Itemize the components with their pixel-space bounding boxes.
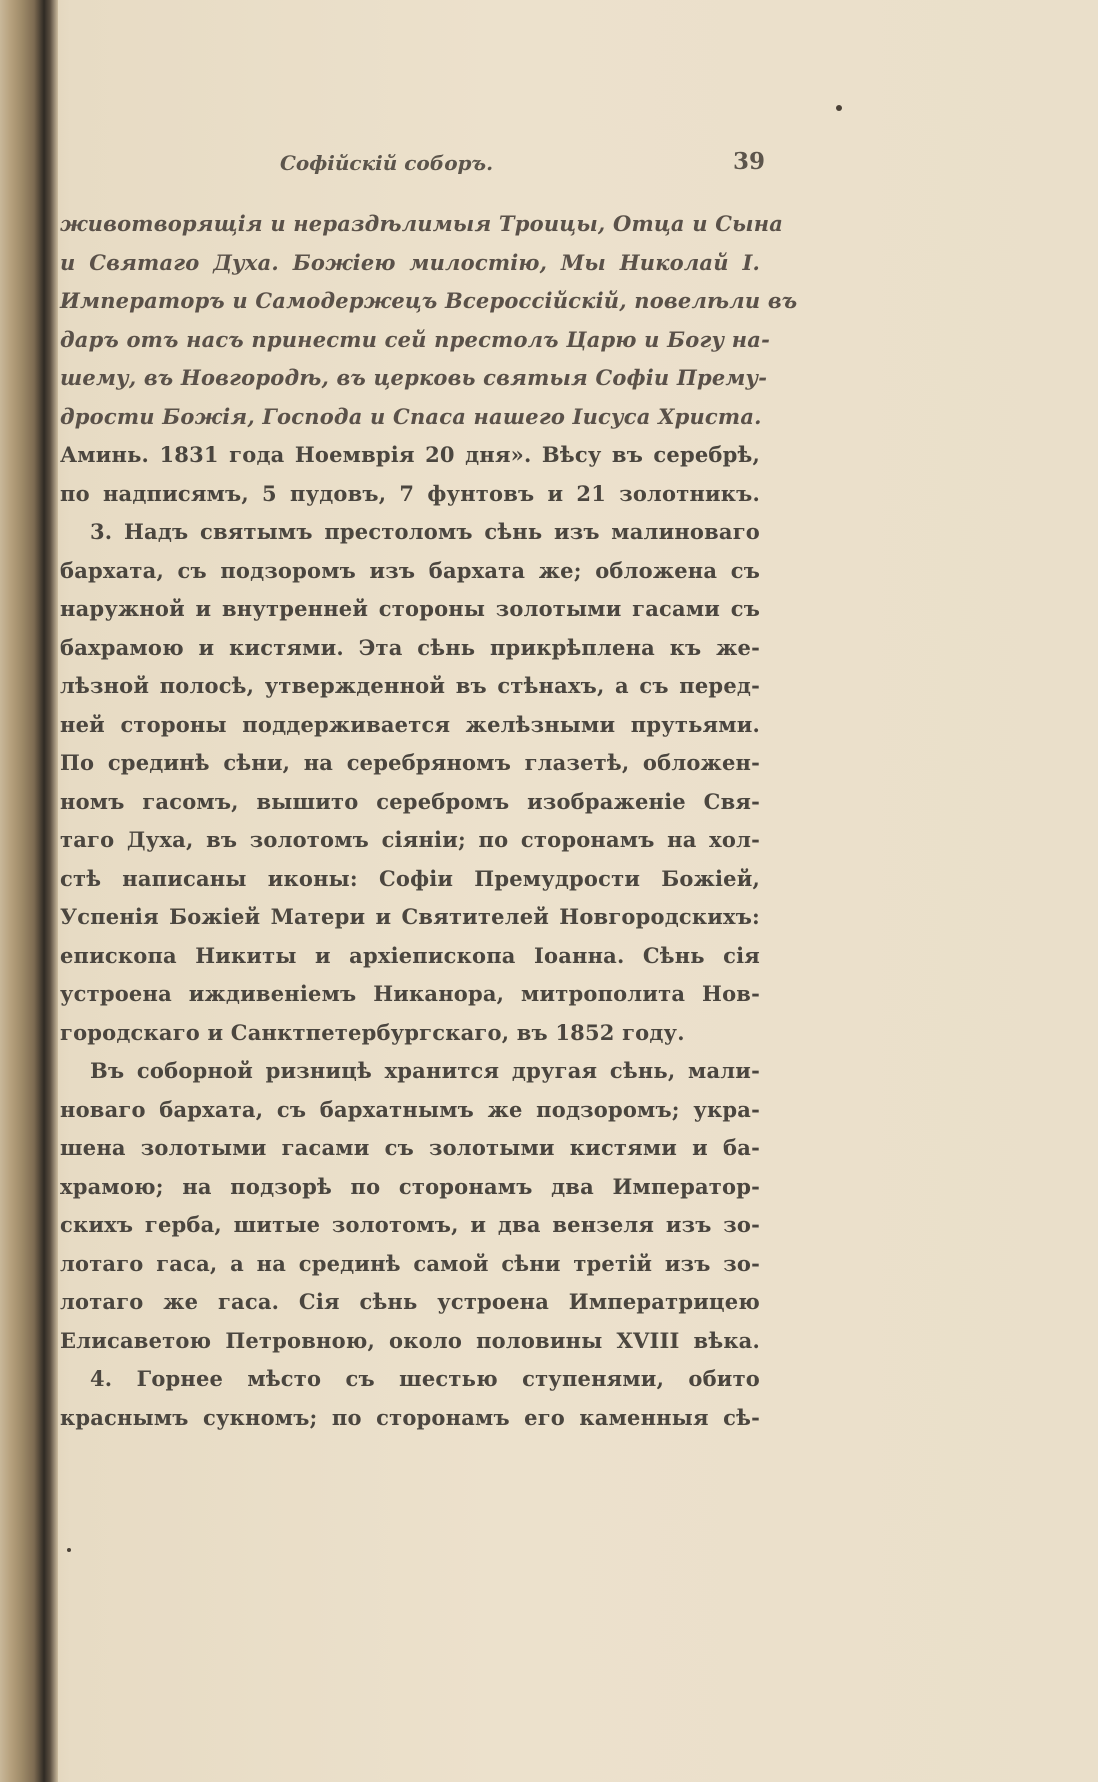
text-line: Елисаветою Петровною, около половины XVIII вѣка. <box>60 1327 760 1353</box>
text-line: Успенія Божіей Матери и Святителей Новгородскихъ: <box>60 904 760 929</box>
text-line: городскаго и Санктпетербургскаго, въ 1852 году. <box>60 1019 685 1045</box>
text-line: епископа Никиты и архіепископа Іоанна. Сѣнь сія <box>60 942 760 968</box>
paper-speck <box>67 1548 71 1552</box>
paper-speck <box>836 105 842 111</box>
text-line: животворящія и нераздѣлимыя Троицы, Отца и Сына <box>60 211 784 236</box>
text-line: храмою; на подзорѣ по сторонамъ два Император- <box>60 1173 760 1199</box>
running-head: Софійскій соборъ. <box>280 151 494 175</box>
body-text <box>60 205 798 1437</box>
text-line: устроена иждивеніемъ Никанора, митрополита Нов- <box>60 981 760 1006</box>
text-line: лотаго гаса, а на срединѣ самой сѣни третій изъ зо- <box>60 1250 760 1276</box>
text-line: 4. Горнее мѣсто съ шестью ступенями, обито <box>90 1366 760 1391</box>
text-line: даръ отъ насъ принести сей престолъ Царю и Богу на- <box>60 326 771 352</box>
text-line: 3. Надъ святымъ престоломъ сѣнь изъ малиноваго <box>90 519 760 544</box>
text-line: шему, въ Новгородѣ, въ церковь святыя Софіи Прему- <box>60 365 768 390</box>
text-line: лотаго же гаса. Сія сѣнь устроена Императрицею <box>60 1289 760 1314</box>
text-line: наружной и внутренней стороны золотыми гасами съ <box>60 596 760 621</box>
text-line: Императоръ и Самодержецъ Всероссійскій, повелѣли въ <box>60 288 798 313</box>
text-line: по надписямъ, 5 пудовъ, 7 фунтовъ и 21 золотникъ. <box>60 480 760 506</box>
text-line: бахрамою и кистями. Эта сѣнь прикрѣплена къ же- <box>60 634 760 660</box>
text-line: По срединѣ сѣни, на серебряномъ глазетѣ, обложен- <box>60 750 760 775</box>
book-spine-shadow <box>0 0 58 1782</box>
text-line: новаго бархата, съ бархатнымъ же подзоромъ; укра- <box>60 1096 760 1122</box>
text-line: краснымъ сукномъ; по сторонамъ его каменныя сѣ- <box>60 1404 760 1430</box>
text-line: бархата, съ подзоромъ изъ бархата же; обложена съ <box>60 557 760 583</box>
page-number: 39 <box>733 148 766 175</box>
text-line: стѣ написаны иконы: Софіи Премудрости Божіей, <box>60 865 760 891</box>
text-line: номъ гасомъ, вышито серебромъ изображеніе Свя- <box>60 788 760 814</box>
text-line: ней стороны поддерживается желѣзными прутьями. <box>60 711 760 737</box>
text-line: дрости Божія, Господа и Спаса нашего Іисуса Христа. <box>60 403 762 429</box>
text-line: Въ соборной ризницѣ хранится другая сѣнь, мали- <box>90 1058 760 1083</box>
text-line: шена золотыми гасами съ золотыми кистями и ба- <box>60 1135 760 1160</box>
text-line: таго Духа, въ золотомъ сіяніи; по сторонамъ на хол- <box>60 827 760 852</box>
text-line: лѣзной полосѣ, утвержденной въ стѣнахъ, а съ перед- <box>60 673 760 698</box>
text-line: Аминь. 1831 года Ноемврія 20 дня». Вѣсу въ серебрѣ, <box>60 442 760 467</box>
text-line: скихъ герба, шитые золотомъ, и два вензеля изъ зо- <box>60 1212 760 1237</box>
text-line: и Святаго Духа. Божіею милостію, Мы Николай І. <box>60 249 760 275</box>
